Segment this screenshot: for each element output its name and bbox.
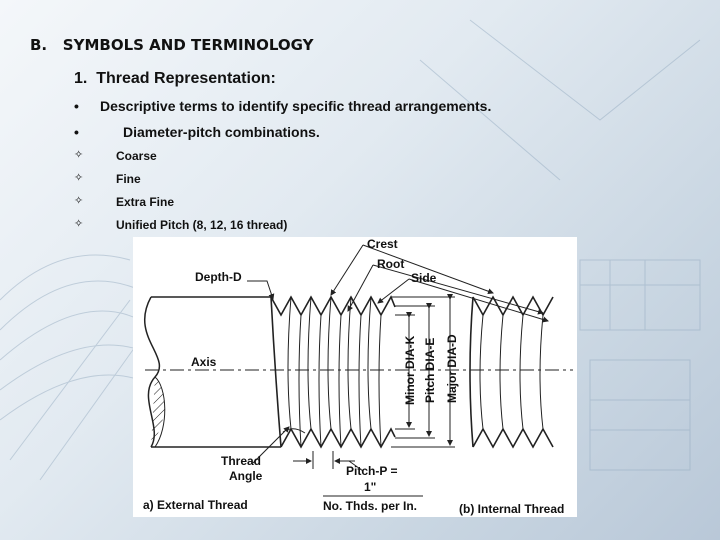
- sub-bullet-text: Unified Pitch (8, 12, 16 thread): [116, 218, 288, 232]
- four-point-star-icon: ✧: [74, 172, 84, 184]
- crest-label: Crest: [367, 237, 398, 251]
- external-thread-caption: a) External Thread: [143, 498, 248, 512]
- four-point-star-icon: ✧: [74, 149, 84, 161]
- bullet-text: Diameter-pitch combinations.: [123, 124, 320, 140]
- external-shaft: [145, 297, 281, 447]
- sub-bullet-text: Fine: [116, 172, 141, 186]
- thread-diagram: [133, 237, 577, 517]
- four-point-star-icon: ✧: [74, 195, 84, 207]
- four-point-star-icon: ✧: [74, 218, 84, 230]
- external-thread-profile: [271, 297, 395, 447]
- bullet-text: Descriptive terms to identify specific thread arrangements.: [100, 98, 492, 114]
- thread-angle-label: Thread: [221, 454, 262, 468]
- thread-angle-label: Angle: [229, 469, 263, 483]
- subheading: 1. Thread Representation:: [74, 70, 276, 87]
- side-label: Side: [411, 271, 437, 285]
- sub-bullet-text: Extra Fine: [116, 195, 175, 209]
- root-label: Root: [377, 257, 405, 271]
- internal-thread-profile: [470, 297, 553, 447]
- internal-thread-caption: (b) Internal Thread: [459, 502, 565, 516]
- pitch-label: Pitch-P =: [346, 464, 398, 478]
- axis-label: Axis: [191, 355, 217, 369]
- section-heading: B. SYMBOLS AND TERMINOLOGY: [30, 36, 314, 54]
- depth-label: Depth-D: [195, 270, 242, 284]
- pitch-numerator: 1": [364, 480, 377, 494]
- bullet-dot-icon: •: [74, 98, 79, 114]
- sub-bullet-text: Coarse: [116, 149, 157, 163]
- minor-dia-label: Minor DIA-K: [403, 335, 417, 405]
- pitch-denominator: No. Thds. per In.: [323, 499, 418, 513]
- major-dia-label: Major DIA-D: [445, 334, 459, 403]
- bullet-dot-icon: •: [74, 124, 79, 140]
- pitch-dia-label: Pitch DIA-E: [423, 337, 437, 403]
